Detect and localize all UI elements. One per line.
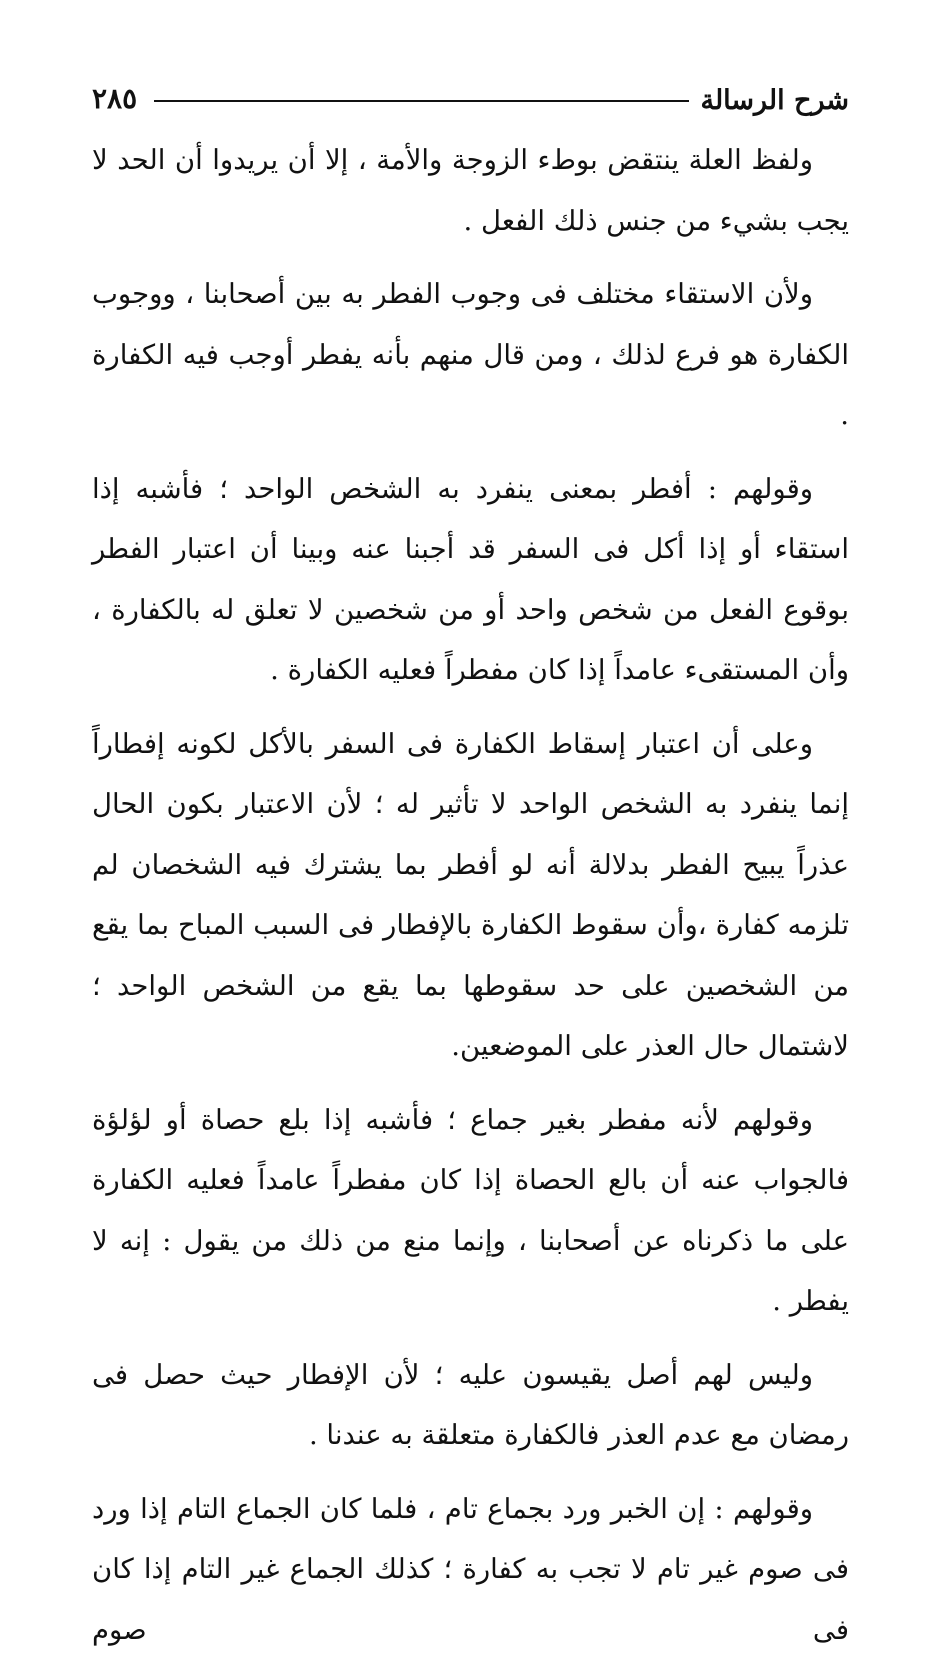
paragraph: وعلى أن اعتبار إسقاط الكفارة فى السفر بالأكل لكونه إفطاراً إنما ينفرد به الشخص الواحد لا تأثير له ؛ لأن الاعتبار بكون الحال عذراً يبيح الفطر بدلالة أنه لو أفطر بما يشترك فيه الشخصان لم تلزمه كفارة ،وأن سقوط الكفارة بالإفطار فى السبب المباح بما يقع من الشخصين على حد سقوطها بما يقع من الشخص الواحد ؛ لاشتمال حال العذر على الموضعين. [92, 727, 849, 1062]
page-header [92, 78, 849, 118]
header-rule [154, 100, 689, 102]
page-number: ٢٨٥ [92, 82, 138, 115]
paragraph: ولأن الاستقاء مختلف فى وجوب الفطر به بين أصحابنا ، ووجوب الكفارة هو فرع لذلك ، ومن قال منهم بأنه يفطر أوجب فيه الكفارة . [92, 278, 849, 431]
paragraph: وقولهم : أفطر بمعنى ينفرد به الشخص الواحد ؛ فأشبه إذا استقاء أو إذا أكل فى السفر قد أجبنا عنه وبينا أن اعتبار الفطر بوقوع الفعل من شخص واحد أو من شخصين لا تعلق له بالكفارة ، وأن المستقىء عامداً إذا كان مفطراً فعليه الكفارة . [92, 472, 849, 686]
paragraph-continued: وقولهم : إن الخبر ورد بجماع تام ، فلما كان الجماع التام إذا ورد فى صوم غير تام لا تجب به كفارة ؛ كذلك الجماع غير التام إذا كان فى صوم [92, 1492, 849, 1646]
paragraph: وقولهم لأنه مفطر بغير جماع ؛ فأشبه إذا بلع حصاة أو لؤلؤة فالجواب عنه أن بالع الحصاة إذا كان مفطراً عامداً فعليه الكفارة على ما ذكرناه عن أصحابنا ، وإنما منع من ذلك من يقول : إنه لا يفطر . [92, 1103, 849, 1317]
running-title: شرح الرسالة [700, 85, 849, 116]
body-text [92, 130, 849, 1673]
paragraph: ولفظ العلة ينتقض بوطء الزوجة والأمة ، إلا أن يريدوا أن الحد لا يجب بشيء من جنس ذلك الفعل . [92, 144, 849, 237]
paragraph: وليس لهم أصل يقيسون عليه ؛ لأن الإفطار حيث حصل فى رمضان مع عدم العذر فالكفارة متعلقة به عندنا . [92, 1358, 849, 1451]
